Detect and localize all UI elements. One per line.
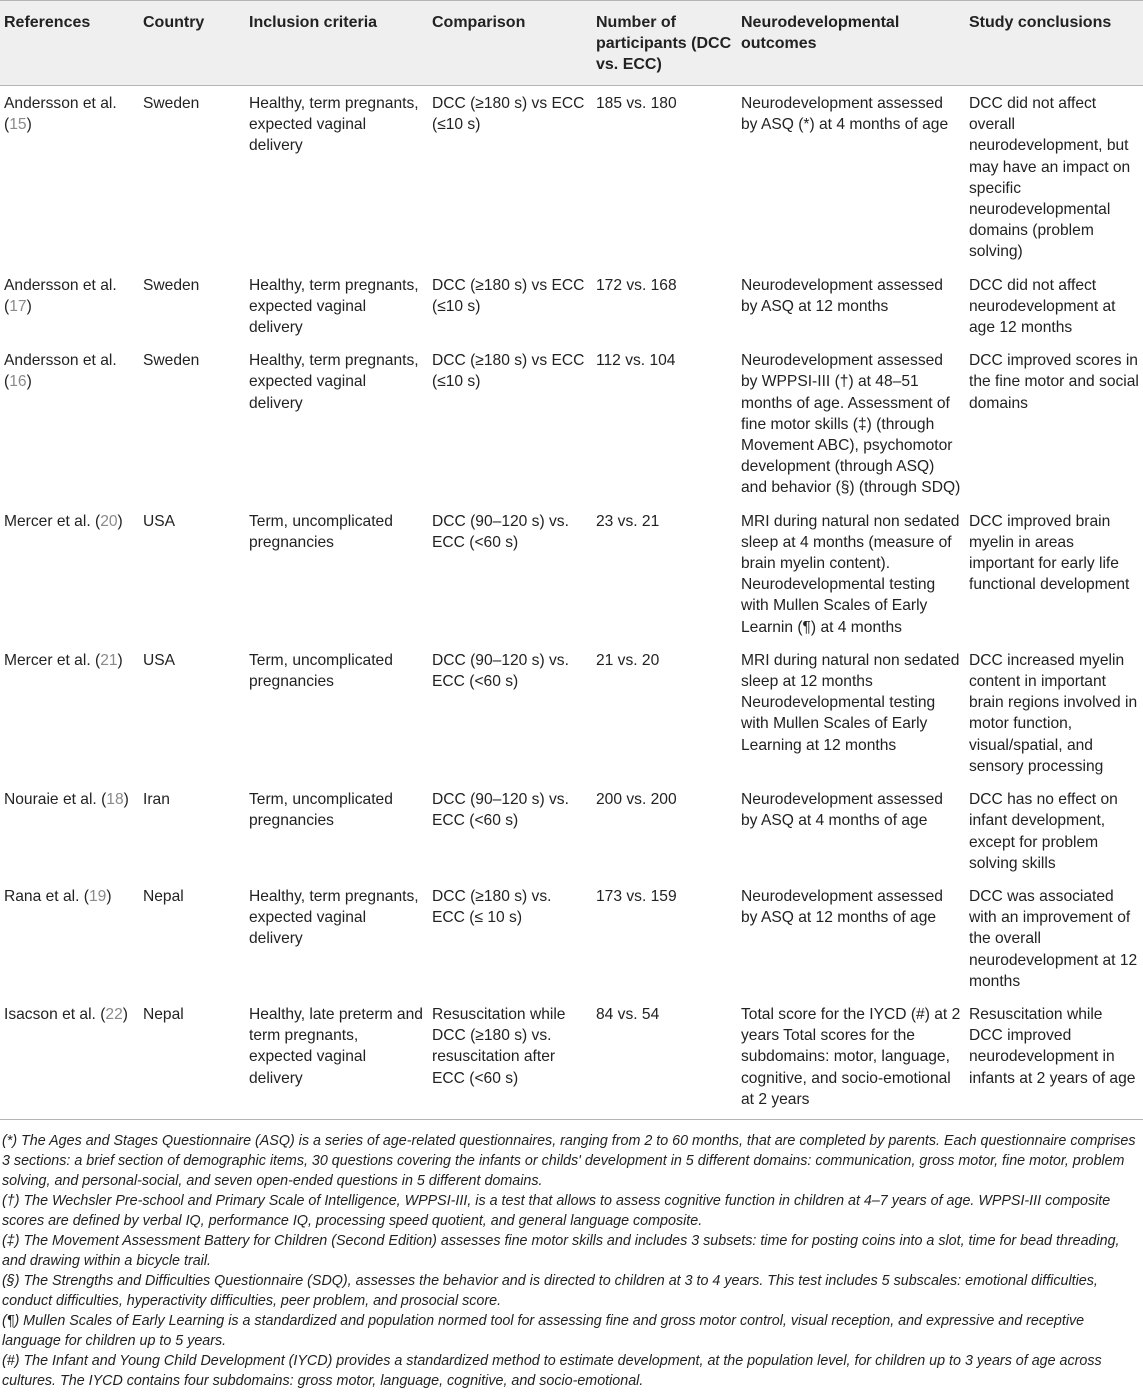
cell-reference: Andersson et al. (15): [4, 95, 117, 134]
footnote-movement-abc: (‡) The Movement Assessment Battery for Children (Second Edition) assesses fine motor skills and includes 3 subsets: time for posting coins into a slot, time for bead threading, and drawing within a bicycle trail.: [2, 1233, 1120, 1269]
cell-inclusion: Healthy, term pregnants, expected vaginal delivery: [249, 95, 419, 155]
cell-inclusion: Term, uncomplicated pregnancies: [249, 791, 393, 830]
cell-reference: Isacson et al. (22): [0, 997, 139, 1120]
cell-inclusion: Healthy, term pregnants, expected vaginal delivery: [249, 887, 419, 948]
citation-link[interactable]: 19: [88, 887, 107, 905]
footnote-sdq: (§) The Strengths and Difficulties Questionnaire (SDQ), assesses the behavior and is directed to children at 3 to 4 years. This test includes 5 subscales: emotional difficulties, conduct difficulties, hyperactivity difficulties, peer problem, and prosocial score.: [2, 1273, 1098, 1309]
table-header-row: [0, 1, 1143, 86]
cell-comparison: DCC (≥180 s) vs ECC (≤10 s): [432, 352, 585, 391]
cell-country: USA: [143, 512, 176, 530]
cell-country: USA: [143, 651, 176, 669]
cell-participants: 172 vs. 168: [596, 276, 677, 294]
table-row: [0, 343, 1143, 503]
footnotes: [2, 1131, 1140, 1391]
cell-comparison: Resuscitation while DCC (≥180 s) vs. resuscitation after ECC (<60 s): [428, 997, 592, 1120]
cell-comparison: DCC (90–120 s) vs. ECC (<60 s): [432, 651, 569, 691]
citation-link[interactable]: 17: [9, 297, 27, 315]
cell-outcomes: Neurodevelopment assessed by ASQ at 12 months: [741, 276, 943, 315]
cell-participants: 112 vs. 104: [596, 352, 676, 370]
citation-link[interactable]: 18: [106, 791, 124, 809]
header-country: Country: [139, 1, 245, 86]
header-study-conclusions: Study conclusions: [965, 1, 1143, 86]
cell-outcomes: Neurodevelopment assessed by ASQ at 12 months of age: [741, 887, 943, 927]
citation-link[interactable]: 15: [9, 116, 27, 134]
cell-country: Nepal: [139, 997, 245, 1120]
cell-conclusions: Resuscitation while DCC improved neurodevelopment in infants at 2 years of age: [965, 997, 1143, 1120]
cell-comparison: DCC (90–120 s) vs. ECC (<60 s): [432, 512, 569, 551]
cell-inclusion: Term, uncomplicated pregnancies: [249, 651, 393, 691]
cell-participants: 84 vs. 54: [592, 997, 737, 1120]
cell-inclusion: Healthy, late preterm and term pregnants, expected vaginal delivery: [245, 997, 428, 1120]
cell-conclusions: DCC improved brain myelin in areas important for early life functional development: [969, 512, 1130, 594]
cell-participants: 200 vs. 200: [596, 791, 677, 809]
cell-participants: 185 vs. 180: [596, 95, 677, 112]
table-row: [0, 268, 1143, 344]
header-inclusion-criteria: Inclusion criteria: [245, 1, 428, 86]
cell-outcomes: Neurodevelopment assessed by ASQ (*) at 4 months of age: [741, 95, 949, 134]
cell-comparison: DCC (90–120 s) vs. ECC (<60 s): [432, 791, 569, 830]
cell-country: Nepal: [143, 887, 184, 905]
cell-outcomes: MRI during natural non sedated sleep at 12 months Neurodevelopmental testing with Mullen Scales of Early Learning at 12 months: [741, 651, 960, 754]
footnote-wppsi: (†) The Wechsler Pre-school and Primary Scale of Intelligence, WPPSI-III, is a test that allows to assess cognitive function in children at 4–7 years of age. WPPSI-III composite scores are defined by verbal IQ, performance IQ, processing speed quotient, and general language composite.: [2, 1193, 1111, 1229]
cell-country: Sweden: [143, 276, 200, 294]
citation-link[interactable]: 20: [100, 512, 118, 530]
cell-reference: Andersson et al. (16): [4, 352, 117, 391]
cell-reference: Mercer et al. (20): [4, 512, 123, 530]
cell-comparison: DCC (≥180 s) vs ECC (≤10 s): [432, 276, 585, 315]
cell-comparison: DCC (≥180 s) vs. ECC (≤ 10 s): [432, 887, 552, 927]
cell-outcomes: Neurodevelopment assessed by WPPSI-III (†) at 48–51 months of age. Assessment of fine motor skills (‡) (through Movement ABC), psychomotor development (through ASQ) and behavior (§) (through SDQ): [741, 352, 961, 497]
table-row: [0, 997, 1143, 1120]
footnote-mullen: (¶) Mullen Scales of Early Learning is a standardized and population normed tool for assessing fine and gross motor control, visual reception, and expressive and receptive language for children up to 5 years.: [2, 1313, 1085, 1349]
footnote-iycd: (#) The Infant and Young Child Development (IYCD) provides a standardized method to estimate development, at the population level, for children up to 3 years of age across cultures. The IYCD contains four subdomains: gross motor, language, cognitive, and socio-emotional.: [2, 1353, 1102, 1389]
header-comparison: Comparison: [428, 1, 592, 86]
table-row: [0, 86, 1143, 268]
cell-outcomes: MRI during natural non sedated sleep at 4 months (measure of brain myelin content). Neurodevelopmental testing with Mullen Scales of Early Learnin (¶) at 4 months: [741, 512, 960, 636]
cell-outcomes: Total score for the IYCD (#) at 2 years Total scores for the subdomains: motor, language, cognitive, and socio-emotional at 2 years: [737, 997, 965, 1120]
cell-conclusions: DCC improved scores in the fine motor and social domains: [969, 352, 1139, 412]
header-number-of-participants: Number of participants (DCC vs. ECC): [592, 1, 737, 86]
cell-reference: Rana et al. (19): [4, 887, 112, 905]
citation-link[interactable]: 21: [100, 651, 118, 669]
cell-reference: Nouraie et al. (18): [4, 791, 129, 809]
cell-conclusions: DCC did not affect overall neurodevelopment, but may have an impact on specific neurodevelopmental domains (problem solving): [969, 95, 1131, 261]
cell-conclusions: DCC increased myelin content in important brain regions involved in motor function, visual/spatial, and sensory processing: [969, 651, 1138, 775]
citation-link[interactable]: 22: [105, 1005, 123, 1023]
header-neurodevelopmental-outcomes: Neurodevelopmental outcomes: [737, 1, 965, 86]
cell-country: Iran: [143, 791, 170, 809]
header-references: References: [0, 1, 139, 86]
table-row: [0, 643, 1143, 782]
cell-outcomes: Neurodevelopment assessed by ASQ at 4 months of age: [741, 791, 943, 830]
cell-participants: 173 vs. 159: [596, 887, 677, 905]
cell-inclusion: Healthy, term pregnants, expected vaginal delivery: [249, 276, 419, 337]
cell-inclusion: Healthy, term pregnants, expected vaginal delivery: [249, 352, 419, 412]
table-row: [0, 504, 1143, 643]
cell-country: Sweden: [143, 352, 200, 370]
table-row: [0, 879, 1143, 997]
cell-conclusions: DCC did not affect neurodevelopment at age 12 months: [969, 276, 1116, 337]
cell-participants: 21 vs. 20: [596, 651, 660, 669]
footnote-asq: (*) The Ages and Stages Questionnaire (ASQ) is a series of age-related questionnaires, ranging from 2 to 60 months, that are completed by parents. Each questionnaire comprises 3 sections: a brief section of demographic items, 30 questions covering the infants or childs' development in 5 different domains: communication, gross motor, fine motor, problem solving, and personal-social, and seven open-ended questions in 5 different domains.: [2, 1133, 1136, 1189]
cell-conclusions: DCC has no effect on infant development, except for problem solving skills: [969, 791, 1118, 872]
cell-reference: Mercer et al. (21): [4, 651, 123, 669]
cell-country: Sweden: [143, 95, 200, 112]
cell-reference: Andersson et al. (17): [4, 276, 117, 315]
cell-inclusion: Term, uncomplicated pregnancies: [249, 512, 393, 551]
cell-conclusions: DCC was associated with an improvement of the overall neurodevelopment at 12 months: [969, 887, 1138, 990]
table-row: [0, 782, 1143, 879]
cell-comparison: DCC (≥180 s) vs ECC (≤10 s): [432, 95, 585, 134]
citation-link[interactable]: 16: [9, 373, 27, 391]
cell-participants: 23 vs. 21: [596, 512, 660, 530]
